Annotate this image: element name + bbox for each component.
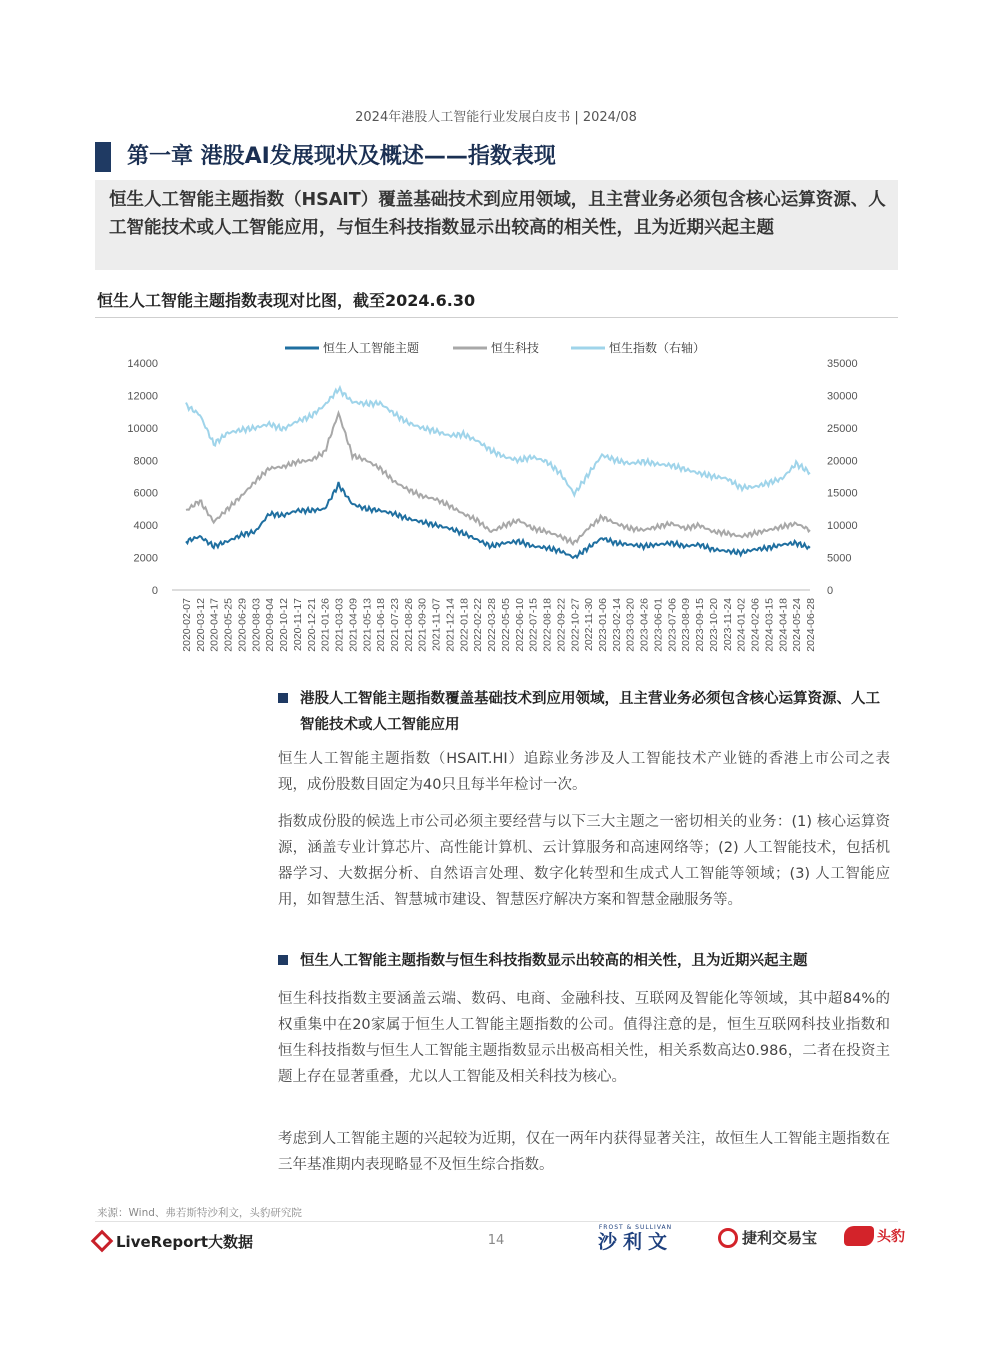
section1-paragraph-1: 恒生人工智能主题指数（HSAIT.HI）追踪业务涉及人工智能技术产业链的香港上市公司之表现，成份股数目固定为40只且每半年检讨一次。: [278, 751, 890, 793]
x-tick-label: 2022-05-05: [499, 598, 512, 652]
y-right-tick-label: 35000: [827, 358, 858, 370]
chart-title: 恒生人工智能主题指数表现对比图，截至2024.6.30: [97, 291, 476, 310]
x-tick-label: 2021-03-03: [333, 598, 346, 652]
toubao-logo-text: 头豹: [877, 1229, 905, 1245]
x-tick-label: 2021-09-30: [416, 598, 429, 652]
toubao-logo: [844, 1226, 905, 1246]
x-tick-label: 2023-08-09: [680, 598, 693, 652]
y-left-tick-label: 0: [151, 585, 158, 597]
jieli-logo-text: 捷利交易宝: [742, 1229, 818, 1247]
section2-paragraph-1: 恒生科技指数主要涵盖云端、数码、电商、金融科技、互联网及智能化等领域，其中超84%的权重集中在20家属于恒生人工智能主题指数的公司。值得注意的是，恒生互联网科技业指数和恒生科技指数与恒生人工智能主题指数显示出极高相关性，相关系数高达0.986，二者在投资主题上存在显著重叠，尤以人工智能及相关科技为核心。: [278, 991, 890, 1085]
x-tick-label: 2020-03-12: [194, 598, 207, 652]
x-tick-label: 2023-04-26: [638, 598, 651, 652]
x-tick-label: 2022-08-18: [541, 598, 554, 652]
bullet-square-icon: [278, 955, 288, 965]
x-tick-label: 2021-01-26: [319, 598, 332, 652]
x-tick-label: 2022-10-27: [569, 598, 582, 652]
series-line-2: [186, 388, 810, 496]
x-tick-label: 2024-06-28: [805, 598, 817, 652]
x-tick-label: 2020-04-17: [208, 598, 221, 652]
x-tick-label: 2023-01-06: [597, 598, 609, 652]
x-tick-label: 2022-07-15: [527, 598, 540, 652]
x-tick-label: 2020-10-12: [278, 598, 291, 652]
x-tick-label: 2020-05-25: [222, 598, 235, 652]
chapter-title: 第一章 港股AI发展现状及概述——指数表现: [127, 144, 556, 169]
x-tick-label: 2022-01-18: [458, 598, 471, 652]
x-tick-label: 2022-06-10: [513, 598, 526, 652]
legend-label-1: 恒生科技: [491, 341, 540, 355]
y-left-tick-label: 8000: [133, 455, 158, 468]
index-comparison-chart: [95, 330, 898, 670]
x-tick-label: 2020-08-03: [250, 598, 263, 652]
page-number: 14: [487, 1233, 505, 1248]
x-tick-label: 2022-09-22: [555, 598, 568, 652]
x-tick-label: 2020-12-21: [305, 598, 318, 652]
x-tick-label: 2021-06-18: [375, 598, 388, 652]
x-tick-label: 2023-11-24: [721, 598, 734, 651]
section2-heading-text: 恒生人工智能主题指数与恒生科技指数显示出较高的相关性，且为近期兴起主题: [300, 953, 808, 969]
x-tick-label: 2024-03-15: [763, 598, 776, 652]
x-tick-label: 2022-02-22: [472, 598, 485, 652]
x-tick-label: 2024-01-02: [735, 598, 748, 652]
y-left-tick-label: 14000: [127, 358, 158, 370]
section2-heading: [278, 948, 890, 974]
chapter-marker: [95, 142, 111, 172]
frost-sullivan-logo: [598, 1224, 673, 1253]
x-tick-label: 2021-12-14: [444, 598, 457, 652]
x-tick-label: 2023-10-20: [707, 598, 720, 652]
x-tick-label: 2020-06-29: [236, 598, 249, 652]
y-left-tick-label: 10000: [127, 422, 158, 435]
x-tick-label: 2022-03-28: [486, 598, 499, 652]
section1-heading: [278, 686, 890, 738]
section1-paragraph-2: 指数成份股的候选上市公司必须主要经营与以下三大主题之一密切相关的业务：(1) 核心运算资源，涵盖专业计算芯片、高性能计算机、云计算服务和高速网络等；(2) 人工智能技术，包括机器学习、大数据分析、自然语言处理、数字化转型和生成式人工智能等领域；(3) 人工智能应用，如智慧生活、智慧城市建设、智慧医疗解决方案和智慧金融服务等。: [278, 814, 890, 908]
y-right-tick-label: 25000: [827, 422, 858, 435]
x-tick-label: 2021-07-23: [389, 598, 401, 652]
x-tick-label: 2024-02-06: [749, 598, 762, 652]
x-tick-label: 2021-08-26: [402, 598, 415, 652]
x-tick-label: 2021-11-07: [430, 598, 443, 651]
x-tick-label: 2020-02-07: [181, 598, 193, 652]
y-right-tick-label: 15000: [827, 487, 858, 500]
leopard-icon: [844, 1226, 874, 1246]
jieli-logo: [718, 1227, 817, 1248]
x-tick-label: 2024-05-24: [791, 598, 804, 652]
x-tick-label: 2021-05-13: [361, 598, 374, 652]
legend-label-2: 恒生指数（右轴）: [609, 341, 706, 355]
x-tick-label: 2022-11-30: [583, 598, 596, 651]
y-right-tick-label: 0: [827, 585, 834, 597]
x-tick-label: 2023-06-01: [652, 598, 665, 652]
footer-divider: [95, 1221, 898, 1222]
x-tick-label: 2020-11-17: [291, 598, 304, 651]
section2-paragraph-2: 考虑到人工智能主题的兴起较为近期，仅在一两年内获得显著关注，故恒生人工智能主题指数在三年基准期内表现略显不及恒生综合指数。: [278, 1131, 890, 1173]
y-right-tick-label: 5000: [827, 552, 852, 565]
x-tick-label: 2023-02-14: [610, 598, 623, 652]
chart-divider: [95, 317, 898, 318]
source-note: 来源：Wind、弗若斯特沙利文，头豹研究院: [97, 1207, 302, 1219]
x-tick-label: 2021-04-09: [347, 598, 360, 652]
summary-box: [95, 180, 898, 270]
x-tick-label: 2023-07-06: [666, 598, 679, 652]
section1-heading-text: 港股人工智能主题指数覆盖基础技术到应用领域，且主营业务必须包含核心运算资源、人工智能技术或人工智能应用: [300, 691, 880, 733]
y-left-tick-label: 2000: [133, 552, 158, 565]
liverport-logo-text: LiveReport大数据: [116, 1232, 253, 1251]
series-line-0: [186, 482, 810, 558]
x-tick-label: 2020-09-04: [264, 598, 277, 652]
legend-label-0: 恒生人工智能主题: [323, 341, 420, 355]
y-left-tick-label: 6000: [133, 487, 158, 500]
y-left-tick-label: 12000: [127, 390, 158, 403]
x-tick-label: 2023-03-20: [624, 598, 637, 652]
y-right-tick-label: 30000: [827, 390, 858, 403]
chapter-heading: [95, 140, 898, 174]
frost-sullivan-logo-text: 沙利文: [598, 1231, 674, 1253]
frost-sullivan-logo-small: FROST & SULLIVAN: [598, 1224, 673, 1231]
bullet-square-icon: [278, 693, 288, 703]
jieli-circle-icon: [718, 1228, 738, 1248]
y-left-tick-label: 4000: [133, 520, 158, 533]
running-header: 2024年港股人工智能行业发展白皮书 | 2024/08: [355, 110, 637, 125]
summary-text: 恒生人工智能主题指数（HSAIT）覆盖基础技术到应用领域，且主营业务必须包含核心运算资源、人工智能技术或人工智能应用，与恒生科技指数显示出较高的相关性，且为近期兴起主题: [109, 190, 886, 238]
x-tick-label: 2024-04-18: [777, 598, 790, 652]
x-tick-label: 2023-09-15: [694, 598, 707, 652]
y-right-tick-label: 10000: [827, 520, 858, 533]
y-right-tick-label: 20000: [827, 455, 858, 468]
